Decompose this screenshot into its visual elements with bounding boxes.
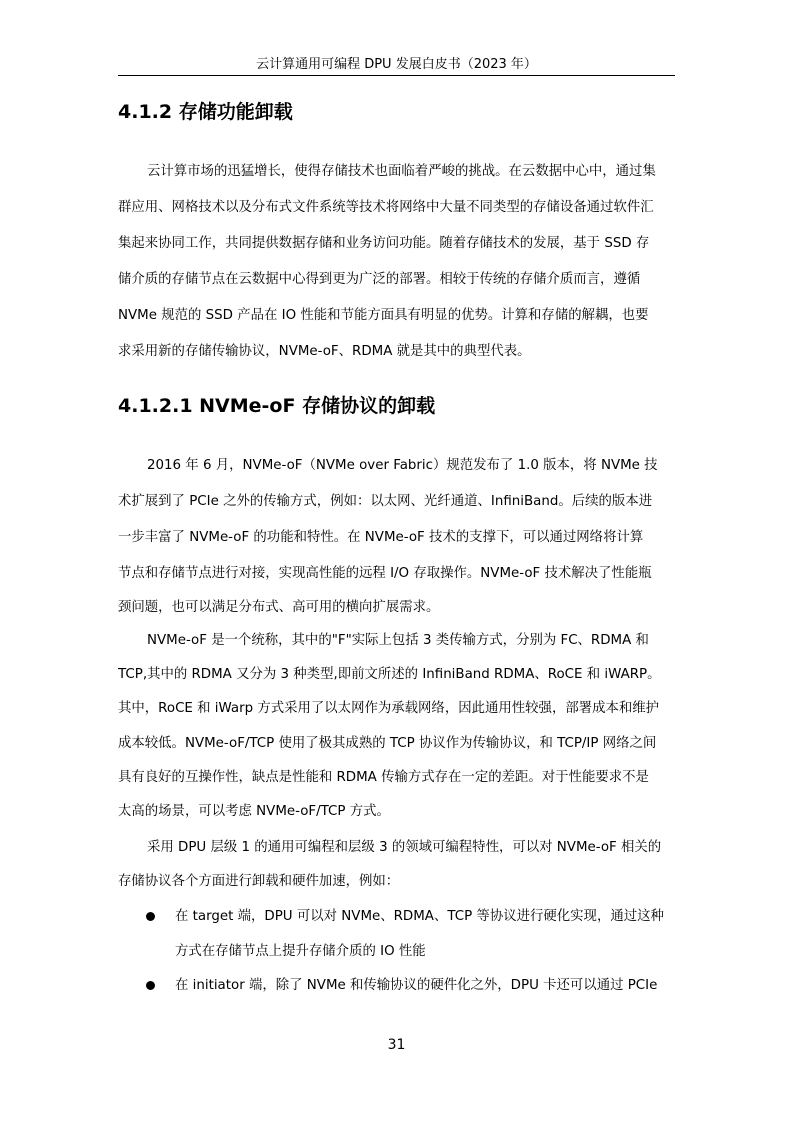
text-line: 采用 DPU 层级 1 的通用可编程和层级 3 的领域可编程特性，可以对 NVMe-oF 相关的: [147, 840, 662, 855]
text-line: 其中，RoCE 和 iWarp 方式采用了以太网作为承载网络，因此通用性较强，部署成本和维护: [118, 701, 660, 716]
section-heading-4-1-2-1: 4.1.2.1 NVMe-oF 存储协议的卸载: [118, 395, 436, 417]
text-line: 2016 年 6 月，NVMe-oF（NVMe over Fabric）规范发布了 1.0 版本，将 NVMe 技: [147, 458, 658, 473]
text-line: 云计算市场的迅猛增长，使得存储技术也面临着严峻的挑战。在云数据中心中，通过集: [147, 164, 656, 179]
section-heading-4-1-2: 4.1.2 存储功能卸载: [118, 101, 293, 123]
bullet-icon: [146, 912, 155, 921]
text-line: 集起来协同工作，共同提供数据存储和业务访问功能。随着存储技术的发展，基于 SSD 存: [118, 236, 650, 251]
text-line: 节点和存储节点进行对接，实现高性能的远程 I/O 存取操作。NVMe-oF 技术解决了性能瓶: [118, 566, 652, 581]
text-line: 求采用新的存储传输协议，NVMe-oF、RDMA 就是其中的典型代表。: [118, 344, 531, 359]
page-number: 31: [387, 1037, 406, 1053]
text-line: 方式在存储节点上提升存储介质的 IO 性能: [175, 944, 426, 959]
text-line: 成本较低。NVMe-oF/TCP 使用了极其成熟的 TCP 协议作为传输协议，和 TCP/IP 网络之间: [118, 736, 657, 751]
running-header: 云计算通用可编程 DPU 发展白皮书（2023 年）: [256, 57, 537, 72]
text-line: 储介质的存储节点在云数据中心得到更为广泛的部署。相较于传统的存储介质而言，遵循: [118, 272, 641, 287]
text-line: 存储协议各个方面进行卸载和硬件加速，例如：: [118, 874, 400, 889]
text-line: NVMe-oF 是一个统称，其中的"F"实际上包括 3 类传输方式，分别为 FC、RDMA 和: [147, 633, 649, 648]
text-line: 一步丰富了 NVMe-oF 的功能和特性。在 NVMe-oF 技术的支撑下，可以通过网络将计算: [118, 530, 644, 545]
text-line: 颈问题，也可以满足分布式、高可用的横向扩展需求。: [118, 600, 440, 615]
text-line: 术扩展到了 PCIe 之外的传输方式，例如：以太网、光纤通道、InfiniBand。后续的版本进: [118, 494, 653, 509]
bullet-icon: [146, 981, 155, 990]
text-line: NVMe 规范的 SSD 产品在 IO 性能和节能方面具有明显的优势。计算和存储的解耦，也要: [118, 308, 649, 323]
text-line: 在 target 端，DPU 可以对 NVMe、RDMA、TCP 等协议进行硬化实现，通过这种: [175, 909, 664, 924]
text-line: 群应用、网格技术以及分布式文件系统等技术将网络中大量不同类型的存储设备通过软件汇: [118, 200, 654, 215]
text-line: 具有良好的互操作性，缺点是性能和 RDMA 传输方式存在一定的差距。对于性能要求不是: [118, 770, 649, 785]
text-line: 在 initiator 端，除了 NVMe 和传输协议的硬件化之外，DPU 卡还可以通过 PCIe: [175, 978, 658, 993]
header-divider: [118, 75, 675, 76]
text-line: 太高的场景，可以考虑 NVMe-oF/TCP 方式。: [118, 804, 390, 819]
text-line: TCP,其中的 RDMA 又分为 3 种类型,即前文所述的 InfiniBand RDMA、RoCE 和 iWARP。: [118, 667, 661, 682]
